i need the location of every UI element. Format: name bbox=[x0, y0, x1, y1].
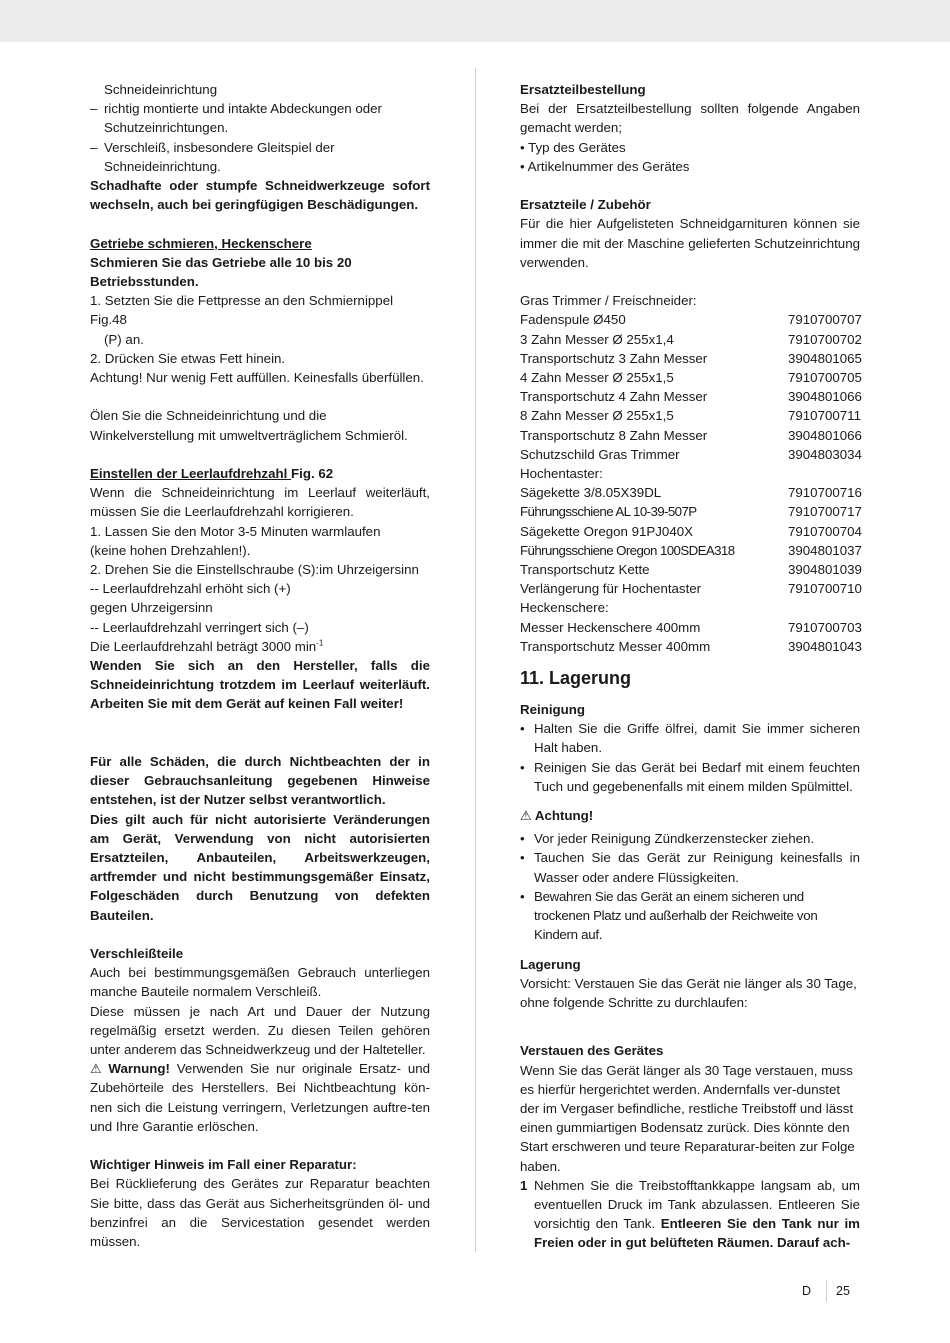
parts-list bbox=[520, 291, 860, 656]
bullet-item: • Halten Sie die Griffe ölfrei, damit Sie immer sicheren Halt haben. bbox=[520, 719, 860, 757]
dash-item: – richtig montierte und intakte Abdeckungen oder Schutzeinrichtungen. bbox=[90, 99, 430, 137]
bullet-item: • Tauchen Sie das Gerät zur Reinigung keinesfalls in Wasser oder andere Flüssigkeiten. bbox=[520, 848, 860, 886]
section-title-leerlauf: Einstellen der Leerlaufdrehzahl Fig. 62 bbox=[90, 466, 334, 482]
note-line: Achtung! Nur wenig Fett auffüllen. Keinesfalls überfüllen. bbox=[90, 370, 424, 386]
section-title-verstauen: Verstauen des Gerätes bbox=[520, 1043, 664, 1059]
language-code: D bbox=[802, 1284, 812, 1298]
numbered-step: 1 Nehmen Sie die Treibstofftankkappe langsam ab, um eventuellen Druck im Tank abzulassen. Entleeren Sie vorsichtig den Tank. Entleeren Sie den Tank nur im Freien oder in gut belüfteten Räumen. Darauf ach- bbox=[520, 1177, 860, 1251]
section-title-reparatur: Wichtiger Hinweis im Fall einer Reparatur: bbox=[90, 1157, 357, 1173]
section-title-lagerung: Lagerung bbox=[520, 956, 581, 972]
section-title-zubehoer: Ersatzteile / Zubehör bbox=[520, 197, 651, 213]
lagerung-paragraph: Vorsicht: Verstauen Sie das Gerät nie länger als 30 Tage, ohne folgende Schritte zu durchlaufen: bbox=[520, 975, 857, 1010]
step-line: Die Leerlaufdrehzahl beträgt 3000 $\min^{-1}$ bbox=[90, 638, 324, 654]
parts-row: Messer Heckenschere 400mm 7910700703 bbox=[520, 619, 862, 635]
section-title-reinigung: Reinigung bbox=[520, 702, 585, 718]
oelen-paragraph: Ölen Sie die Schneideinrichtung und die Winkelverstellung mit umweltverträglichem Schmieröl. bbox=[90, 408, 408, 443]
section-title-verschleiss: Verschleißteile bbox=[90, 946, 184, 962]
warning-triangle-icon: ⚠ bbox=[90, 1061, 102, 1077]
verstauen-paragraph: Wenn Sie das Gerät länger als 30 Tage verstauen, muss es hierfür hergerichtet werden. Andernfalls ver-dunstet der im Vergaser befindliche, restliche Treibstoff und lässt einen gummiartigen Bodensatz zurück. Dies könnte den Start erschweren und teure Reparaturar-beiten zur Folge haben. bbox=[520, 1062, 855, 1174]
step-line: (P) an. bbox=[104, 331, 144, 347]
bullet-item: • Reinigen Sie das Gerät bei Bedarf mit einem feuchten Tuch und gegebenenfalls mit einem milden Spülmittel. bbox=[520, 758, 860, 796]
bullet-item: • Bewahren Sie das Gerät an einem sicheren und trockenen Platz und außerhalb der Reichweite von Kindern auf. bbox=[520, 887, 860, 945]
bold-warning: Wenden Sie sich an den Hersteller, falls die Schneideinrichtung trotzdem im Leerlauf weiterläuft. Arbeiten Sie mit dem Gerät auf keinen Fall weiter! bbox=[90, 658, 430, 712]
parts-row: Sägekette 3/8.05X39DL 7910700716 bbox=[520, 485, 862, 501]
parts-row: Verlängerung für Hochentaster 7910700710 bbox=[520, 581, 862, 597]
column-divider bbox=[475, 68, 476, 1252]
right-column bbox=[520, 80, 860, 1253]
leerlauf-paragraph: Wenn die Schneideinrichtung im Leerlauf weiterläuft, müssen Sie die Leerlaufdrehzahl korrigieren. bbox=[90, 485, 430, 520]
parts-row: Schutzschild Gras Trimmer 3904803034 bbox=[520, 446, 862, 462]
getriebe-instruction: Schmieren Sie das Getriebe alle 10 bis 20 Betriebsstunden. bbox=[90, 254, 352, 290]
parts-row: Gras Trimmer / Freischneider: bbox=[520, 293, 697, 309]
warnung-paragraph: ⚠ Warnung! Verwenden Sie nur originale Ersatz- und Zubehörteile des Herstellers. Bei Nichtbeachtung kön-nen sich die Leistung verringern, Verletzungen auftre-ten und Ihre Garantie erlöschen. bbox=[90, 1061, 431, 1134]
parts-row: Heckenschere: bbox=[520, 600, 609, 616]
parts-row: Sägekette Oregon 91PJ040X 7910700704 bbox=[520, 523, 862, 539]
section-title-bestellung: Ersatzteilbestellung bbox=[520, 82, 646, 97]
parts-row: Transportschutz 3 Zahn Messer 3904801065 bbox=[520, 350, 862, 366]
footer-divider bbox=[826, 1280, 827, 1302]
step-line: (keine hohen Drehzahlen!). bbox=[90, 542, 251, 558]
parts-row: 3 Zahn Messer Ø 255x1,4 7910700702 bbox=[520, 331, 862, 347]
parts-row: Transportschutz 8 Zahn Messer 3904801066 bbox=[520, 427, 862, 443]
bullet-item: • Artikelnummer des Gerätes bbox=[520, 158, 690, 174]
text-line: Schneideinrichtung bbox=[104, 82, 218, 97]
step-line: -- Leerlaufdrehzahl erhöht sich (+) bbox=[90, 581, 291, 597]
step-line: gegen Uhrzeigersinn bbox=[90, 600, 213, 616]
verschleiss-paragraph: Auch bei bestimmungsgemäßen Gebrauch unterliegen manche Bauteile normalem Verschleiß. bbox=[90, 965, 430, 1000]
top-bar bbox=[0, 0, 950, 42]
reparatur-paragraph: Bei Rücklieferung des Gerätes zur Reparatur beachten Sie bitte, dass das Gerät aus Sicherheitsgründen öl- und benzinfrei an die Servicestation gesendet werden müssen. bbox=[90, 1176, 430, 1250]
liability-paragraph: Dies gilt auch für nicht autorisierte Veränderungen am Gerät, Verwendung von nicht autorisierten Ersatzteilen, Anbauteilen, Arbeitswerkzeugen, artfremder und nicht bestimmungsgemäßer Einsatz, Folgeschäden durch Benutzung von defekten Bauteilen. bbox=[90, 811, 430, 923]
parts-row: Hochentaster: bbox=[520, 466, 603, 482]
dash-item: – Verschleiß, insbesondere Gleitspiel der Schneideinrichtung. bbox=[90, 138, 430, 176]
parts-row: Fadenspule Ø450 7910700707 bbox=[520, 312, 862, 328]
section-title-getriebe: Getriebe schmieren, Heckenschere bbox=[90, 235, 312, 251]
step-line: 1. Lassen Sie den Motor 3-5 Minuten warmlaufen bbox=[90, 523, 381, 539]
step-line: -- Leerlaufdrehzahl verringert sich (–) bbox=[90, 619, 309, 635]
parts-row: Transportschutz Kette 3904801039 bbox=[520, 562, 862, 578]
bold-warning: Schadhafte oder stumpfe Schneidwerkzeuge sofort wechseln, auch bei geringfügigen Beschädigungen. bbox=[90, 178, 430, 213]
verschleiss-paragraph: Diese müssen je nach Art und Dauer der Nutzung regelmäßig ersetzt werden. Zu diesen Teilen gehören unter anderem das Schneidwerkzeug und der Halteteller. bbox=[90, 1003, 430, 1058]
step-line: 1. Setzten Sie die Fettpresse an den Schmiernippel Fig.48 bbox=[90, 293, 394, 328]
bullet-item: • Typ des Gerätes bbox=[520, 139, 626, 155]
liability-paragraph: Für alle Schäden, die durch Nichtbeachten der in dieser Gebrauchsanleitung gegebenen Hinweise entstehen, ist der Nutzer selbst verantwortlich. bbox=[90, 754, 430, 808]
bullet-item: • Vor jeder Reinigung Zündkerzenstecker ziehen. bbox=[520, 829, 860, 848]
parts-row: Transportschutz Messer 400mm 3904801043 bbox=[520, 638, 862, 654]
parts-row: Führungsschiene Oregon 100SDEA318 3904801037 bbox=[520, 542, 862, 558]
step-line: 2. Drehen Sie die Einstellschraube (S):im Uhrzeigersinn bbox=[90, 562, 419, 578]
parts-row: Transportschutz 4 Zahn Messer 3904801066 bbox=[520, 389, 862, 405]
step-line: 2. Drücken Sie etwas Fett hinein. bbox=[90, 350, 286, 366]
parts-row: Führungsschiene AL 10-39-507P 7910700717 bbox=[520, 504, 862, 520]
page-number: 25 bbox=[836, 1284, 850, 1298]
parts-row: 4 Zahn Messer Ø 255x1,5 7910700705 bbox=[520, 370, 862, 386]
zubehoer-paragraph: Für die hier Aufgelisteten Schneidgarnituren können sie immer die mit der Maschine gelieferten Schutzeinrichtung verwenden. bbox=[520, 216, 860, 270]
achtung-title: ⚠ Achtung! bbox=[520, 806, 860, 825]
warning-triangle-icon: ⚠ bbox=[520, 808, 532, 824]
parts-row: 8 Zahn Messer Ø 255x1,5 7910700711 bbox=[520, 408, 861, 424]
bestellung-paragraph: Bei der Ersatzteilbestellung sollten folgende Angaben gemacht werden; bbox=[520, 101, 860, 136]
section-heading-lagerung: 11. Lagerung bbox=[520, 668, 632, 689]
left-column bbox=[90, 80, 430, 1251]
